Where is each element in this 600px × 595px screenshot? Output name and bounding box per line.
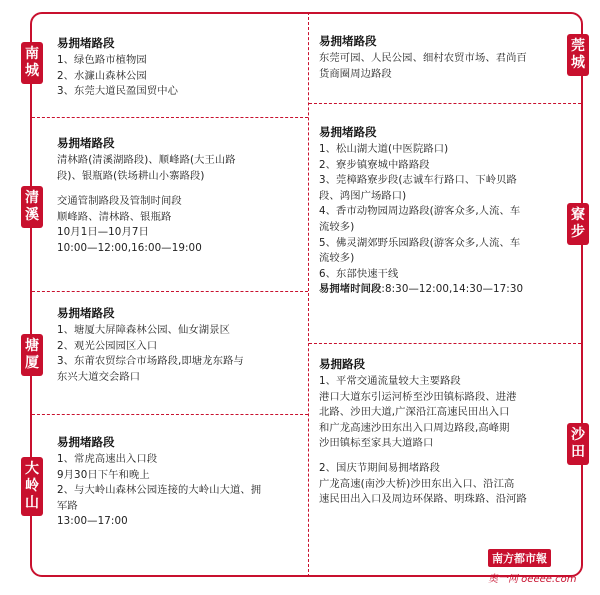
district-tag-dalingshan: 大 岭 山: [21, 457, 43, 516]
list-item: 军路: [57, 499, 78, 512]
district-tag-nancheng: 南 城: [21, 42, 43, 84]
list-item: 港口大道东引运河桥至沙田镇标路段、进港: [319, 390, 517, 403]
list-item: 1、塘厦大屏障森林公园、仙女湖景区: [57, 324, 231, 336]
district-tag-shatian: 沙 田: [567, 423, 589, 465]
time-period: [319, 282, 564, 298]
section-title: 易拥堵路段: [57, 435, 115, 449]
list-item: 沙田镇标至家具大道路口: [319, 437, 434, 450]
list-item: 北路、沙田大道,广深沿江高速民田出入口: [319, 406, 510, 419]
list-item: 东兴大道交会路口: [57, 370, 141, 383]
list-item: 东莞可园、人民公园、细村农贸市场、君尚百: [319, 52, 527, 64]
district-tag-liaobu: 寮 步: [567, 203, 589, 245]
list-item: 5、佛灵湖郊野乐园路段(游客众多,人流、车: [319, 236, 521, 249]
list-item: 段)、银瓶路(铁场耕山小寨路段): [57, 169, 205, 182]
list-item: 3、东莆农贸综合市场路段,即塘龙东路与: [57, 355, 244, 368]
section-title: 易拥路段: [319, 357, 365, 371]
list-item: 2、观光公园园区入口: [57, 339, 158, 352]
list-item: 10月1日—10月7日: [57, 226, 149, 239]
section-qingxi: [57, 135, 302, 257]
divider-qingxi-tangxia: [32, 291, 308, 292]
list-item: 1、平常交通流量较大主要路段: [319, 375, 461, 387]
section-title: 易拥堵路段: [57, 136, 115, 150]
section-nancheng: [57, 35, 302, 100]
list-item: 流较多): [319, 252, 355, 265]
section-title: 易拥堵路段: [319, 125, 377, 139]
section-liaobu: [319, 124, 564, 298]
list-item: 13:00—17:00: [57, 515, 128, 528]
section-dalingshan: [57, 434, 302, 530]
list-item: 4、香市动物园周边路段(游客众多,人流、车: [319, 205, 521, 218]
column-divider: [308, 12, 309, 577]
site-watermark: 奥一网 oeeee.com: [488, 574, 577, 585]
list-item: 顺峰路、清林路、银瓶路: [57, 210, 172, 223]
section-title: 易拥堵路段: [57, 306, 115, 320]
list-item: 段、鸿图广场路口): [319, 189, 407, 202]
list-item: 10:00—12:00,16:00—19:00: [57, 241, 202, 254]
list-item: 2、与大岭山森林公园连接的大岭山大道、拥: [57, 484, 262, 497]
list-item: 流较多): [319, 220, 355, 233]
list-item: 9月30日下午和晚上: [57, 468, 150, 481]
divider-nancheng-qingxi: [32, 117, 308, 118]
list-item: 3、莞樟路寮步段(志诚车行路口、下岭贝路: [319, 174, 517, 187]
district-tag-qingxi: 清 溪: [21, 186, 43, 228]
list-item: 3、东莞大道民盈国贸中心: [57, 85, 179, 98]
section-title: 易拥堵路段: [319, 34, 377, 48]
section-shatian: [319, 356, 564, 508]
list-item: 1、常虎高速出入口段: [57, 453, 158, 465]
time-period-label: 易拥堵时间段: [319, 283, 382, 296]
divider-liaobu-shatian: [309, 343, 581, 344]
list-item: 2、寮步镇寮城中路路段: [319, 158, 430, 171]
list-item: 1、绿色路市植物园: [57, 54, 147, 66]
district-tag-guancheng: 莞 城: [567, 34, 589, 76]
section-guancheng: [319, 33, 564, 82]
list-item: 1、松山湖大道(中医院路口): [319, 143, 449, 155]
divider-tangxia-dalingshan: [32, 414, 308, 415]
list-item: 2、国庆节期间易拥堵路段: [319, 461, 441, 474]
time-period-value: :8:30—12:00,14:30—17:30: [381, 283, 524, 296]
section-title: 易拥堵路段: [57, 36, 115, 50]
list-item: 2、水濂山森林公园: [57, 69, 147, 82]
control-title: 交通管制路段及管制时间段: [57, 195, 182, 208]
section-tangxia: [57, 305, 302, 385]
list-item: 和广龙高速沙田东出入口周边路段,高峰期: [319, 421, 510, 434]
divider-guancheng-liaobu: [309, 103, 581, 104]
list-item: 速民田出入口及周边环保路、明珠路、沿河路: [319, 493, 527, 506]
list-item: 货商圈周边路段: [319, 67, 392, 80]
list-item: 6、东部快速干线: [319, 267, 399, 280]
list-item: 广龙高速(南沙大桥)沙田东出入口、沿江高: [319, 477, 515, 490]
district-tag-tangxia: 塘 厦: [21, 334, 43, 376]
list-item: 清林路(清溪湖路段)、顺峰路(大王山路: [57, 154, 236, 166]
newspaper-logo: 南方都市報: [488, 549, 551, 567]
